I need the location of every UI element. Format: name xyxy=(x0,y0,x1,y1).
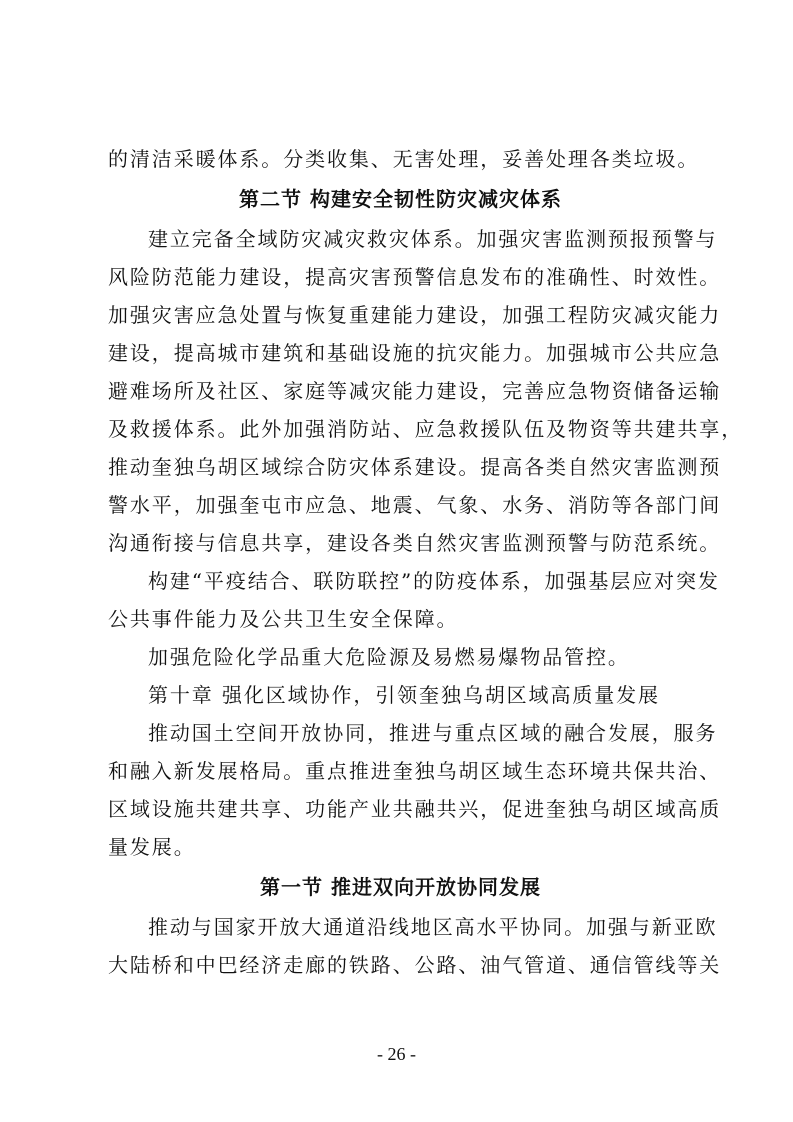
chapter-heading: 第十章 强化区域协作，引领奎独乌胡区域高质量发展 xyxy=(148,683,660,707)
paragraph-line: 区域设施共建共享、功能产业共融共兴，促进奎独乌胡区域高质 xyxy=(108,797,722,821)
paragraph-line: 加强危险化学品重大危险源及易燃易爆物品管控。 xyxy=(148,645,630,669)
section-heading-1: 第一节 推进双向开放协同发展 xyxy=(260,875,541,899)
paragraph-line: 推动国土空间开放协同，推进与重点区域的融合发展，服务 xyxy=(148,721,718,745)
section-heading-2: 第二节 构建安全韧性防灾减灾体系 xyxy=(239,187,562,211)
paragraph-line: 沟通衔接与信息共享，建设各类自然灾害监测预警与防范系统。 xyxy=(108,531,722,555)
paragraph-line: 警水平，加强奎屯市应急、地震、气象、水务、消防等各部门间 xyxy=(108,493,722,517)
paragraph-line: 建立完备全域防灾减灾救灾体系。加强灾害监测预报预警与 xyxy=(148,227,718,251)
paragraph-line: 推动与国家开放大通道沿线地区高水平协同。加强与新亚欧 xyxy=(148,915,718,939)
paragraph-line: 推动奎独乌胡区域综合防灾体系建设。提高各类自然灾害监测预 xyxy=(108,455,722,479)
paragraph-line: 大陆桥和中巴经济走廊的铁路、公路、油气管道、通信管线等关 xyxy=(108,953,722,977)
paragraph-line: 量发展。 xyxy=(108,835,196,859)
paragraph-line: 加强灾害应急处置与恢复重建能力建设，加强工程防灾减灾能力 xyxy=(108,303,722,327)
paragraph-line: 公共事件能力及公共卫生安全保障。 xyxy=(108,607,459,631)
page-number: - 26 - xyxy=(377,1044,416,1064)
paragraph-line: 的清洁采暖体系。分类收集、无害处理，妥善处理各类垃圾。 xyxy=(108,147,700,171)
paragraph-line: 及救援体系。此外加强消防站、应急救援队伍及物资等共建共享， xyxy=(108,417,744,441)
paragraph-line: 避难场所及社区、家庭等减灾能力建设，完善应急物资储备运输 xyxy=(108,379,722,403)
paragraph-line: 构建“平疫结合、联防联控”的防疫体系，加强基层应对突发 xyxy=(148,569,720,593)
paragraph-line: 建设，提高城市建筑和基础设施的抗灾能力。加强城市公共应急 xyxy=(108,341,722,365)
paragraph-line: 和融入新发展格局。重点推进奎独乌胡区域生态环境共保共治、 xyxy=(108,759,722,783)
paragraph-line: 风险防范能力建设，提高灾害预警信息发布的准确性、时效性。 xyxy=(108,265,722,289)
